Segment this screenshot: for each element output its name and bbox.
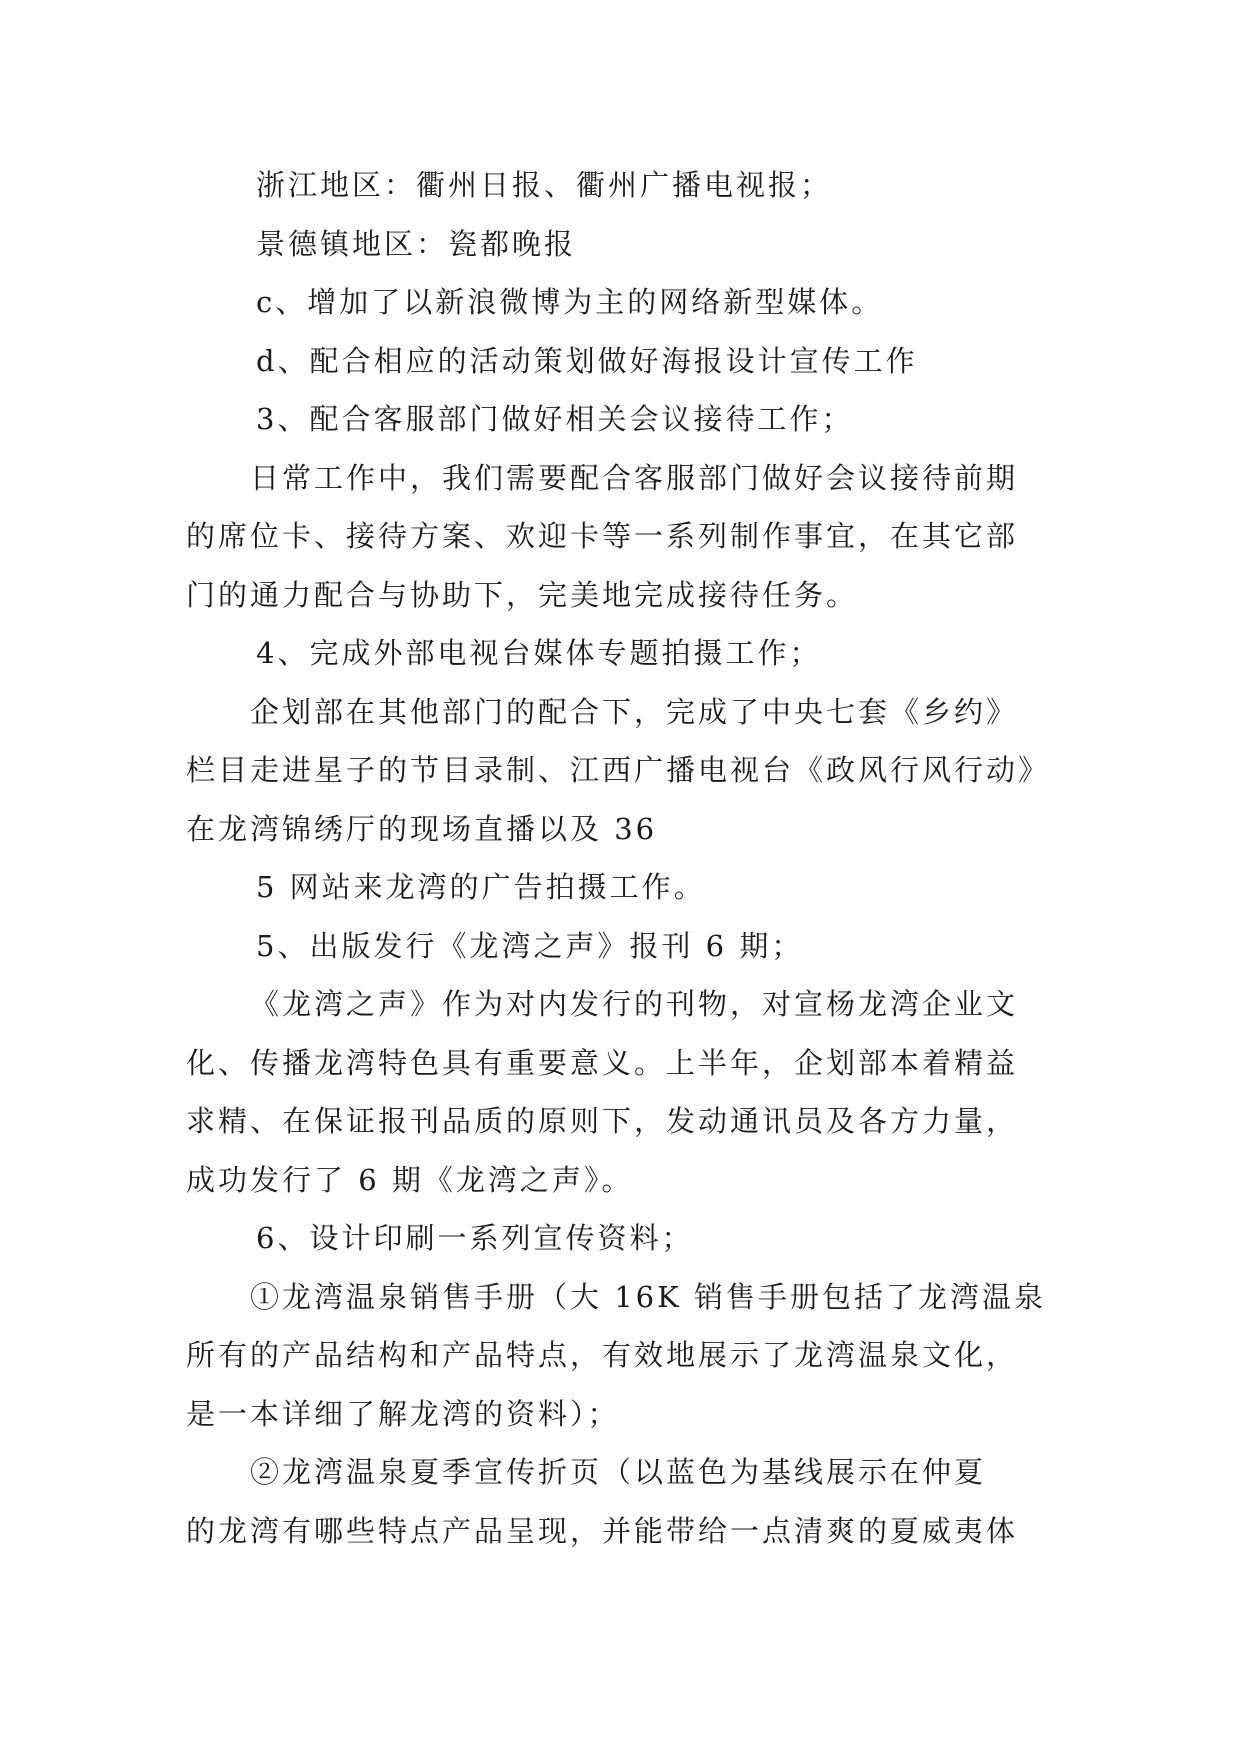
text-line: 门的通力配合与协助下，完美地完成接待任务。 (186, 577, 859, 612)
text-line: d、配合相应的活动策划做好海报设计宣传工作 (256, 343, 918, 378)
text-line: 《龙湾之声》作为对内发行的刊物，对宣杨龙湾企业文 (250, 987, 1019, 1021)
text-line: ①龙湾温泉销售手册（大 16K 销售手册包括了龙湾温泉 (250, 1279, 1047, 1314)
document-page (186, 156, 1066, 1560)
text-line: 成功发行了 6 期《龙湾之声》。 (186, 1162, 634, 1197)
text-line: 浙江地区：衢州日报、衢州广播电视报； (256, 168, 833, 202)
text-line: 4、完成外部电视台媒体专题拍摄工作； (256, 636, 822, 670)
text-line: 是一本详细了解龙湾的资料）； (186, 1396, 620, 1431)
text-line: 景德镇地区：瓷都晚报 (256, 226, 577, 261)
text-line: 6、设计印刷一系列宣传资料； (256, 1221, 694, 1255)
text-line: 日常工作中，我们需要配合客服部门做好会议接待前期 (250, 460, 1019, 495)
text-line: 3、配合客服部门做好相关会议接待工作； (256, 402, 854, 436)
text-line: 求精、在保证报刊品质的原则下，发动通讯员及各方力量， (186, 1104, 1019, 1138)
text-line: 5、出版发行《龙湾之声》报刊 6 期； (256, 928, 804, 963)
text-line: 在龙湾锦绣厅的现场直播以及 36 (186, 811, 658, 846)
text-line: 企划部在其他部门的配合下，完成了中央七套《乡约》 (250, 694, 1019, 729)
text-line: 所有的产品结构和产品特点，有效地展示了龙湾温泉文化， (186, 1338, 1019, 1372)
text-line: 化、传播龙湾特色具有重要意义。上半年，企划部本着精益 (186, 1045, 1019, 1080)
text-line: ②龙湾温泉夏季宣传折页（以蓝色为基线展示在仲夏 (250, 1455, 987, 1489)
text-line: 5 网站来龙湾的广告拍摄工作。 (256, 870, 706, 904)
text-line: 栏目走进星子的节目录制、江西广播电视台《政风行风行动》 (186, 753, 1051, 787)
text-line: 的席位卡、接待方案、欢迎卡等一系列制作事宜，在其它部 (186, 519, 1019, 553)
text-line: c、增加了以新浪微博为主的网络新型媒体。 (256, 285, 884, 319)
text-line: 的龙湾有哪些特点产品呈现，并能带给一点清爽的夏威夷体 (186, 1513, 1019, 1548)
